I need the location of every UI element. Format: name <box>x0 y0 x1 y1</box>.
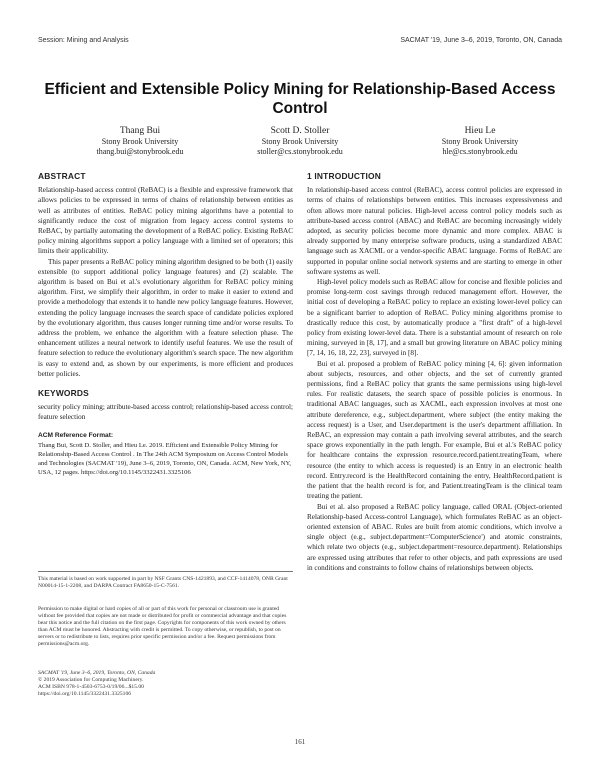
abstract-paragraph-1: Relationship-based access control (ReBAC) is a flexible and expressive framework that allows policies to be expressed in terms of chains of relationship between entities as well as attributes of entities. ReBAC policy mining algorithms have a potential to significantly reduce the cost of migration from legacy access control systems to ReBAC, by partially automating the development of a ReBAC policy. Existing ReBAC policy mining algorithms support a policy language with a limited set of operators; this limits their applicability. <box>38 186 293 256</box>
reference-format-text: Thang Bui, Scott D. Stoller, and Hieu Le. 2019. Efficient and Extensible Policy Mining for Relationship-Based Access Control . In The 24th ACM Symposium on Access Control Models and Technologies (SACMAT '19), June 3–6, 2019, Toronto, ON, Canada. ACM, New York, NY, USA, 12 pages. https://doi.org/10.1145/3322431.3325106 <box>38 441 292 476</box>
paper-title: Efficient and Extensible Policy Mining for Relationship-Based Access Control <box>44 81 556 117</box>
funding-note: This material is based on work supported in part by NSF Grants CNS-1421893, and CCF-1414078, ONR Grant N00014-15-1-2208, and DARPA Contract FA8650-15-C-7561. <box>38 576 288 590</box>
introduction-paragraph-1: In relationship-based access control (ReBAC), access control policies are expressed in terms of chains of relationships between entities. This increases expressiveness and often allows more natural policies. High-level access control policy models such as attribute-based access control (ABAC) and ReBAC are becoming increasingly widely adopted, as security policies become more dynamic and more complex. ABAC is already supported by many enterprise software products, using a standardized ABAC language such as XACML or a vendor-specific ABAC language. Forms of ReBAC are supported in popular online social network systems and are starting to emerge in other software systems as well. <box>307 186 562 276</box>
author-block <box>38 126 562 166</box>
keywords-heading: KEYWORDS <box>38 388 89 399</box>
author-email: hle@cs.stonybrook.edu <box>442 147 518 156</box>
abstract-heading: ABSTRACT <box>38 171 86 181</box>
author-3 <box>390 126 570 158</box>
author-email: thang.bui@stonybrook.edu <box>96 147 184 156</box>
footnote-rule <box>38 571 293 572</box>
author-affiliation: Stony Brook University <box>261 136 339 146</box>
permission-note: Permission to make digital or hard copies of all or part of this work for personal or classroom use is granted without fee provided that copies are not made or distributed for profit or commercial advantage and that copies bear this notice and the full citation on the first page. Copyrights for components of this work owned by others than ACM must be honored. Abstracting with credit is permitted. To copy otherwise, or republish, to post on servers or to redistribute to lists, requires prior specific permission and/or a fee. Request permissions from permissions@acm.org. <box>38 606 287 648</box>
abstract-paragraph-2: This paper presents a ReBAC policy mining algorithm designed to be both (1) easily extensible (to support additional policy language features) and (2) scalable. The algorithm is based on Bui et al.'s evolutionary algorithm for ReBAC policy mining algorithm. First, we simplify their algorithm, in order to make it easier to extend and provide a methodology that extends it to handle new policy language features. However, extending the policy language increases the search space of candidate policies explored by the evolutionary algorithm, thus causes longer running time and/or worse results. To address the problem, we enhance the algorithm with a feature selection phase. The enhancement utilizes a neural network to identify useful features. We use the result of feature selection to reduce the evolutionary algorithm's search space. The new algorithm is easy to extend and, as shown by our experiments, is more efficient and produces better policies. <box>38 257 293 378</box>
left-column <box>38 171 293 477</box>
copyright-block <box>38 670 293 698</box>
copyright-doi: https://doi.org/10.1145/3322431.3325106 <box>38 691 132 698</box>
author-affiliation: Stony Brook University <box>101 136 179 146</box>
author-1 <box>50 126 230 158</box>
introduction-paragraph-4: Bui et al. also proposed a ReBAC policy language, called ORAL (Object-oriented Relationship-based Access-control Language), which formulates ReBAC as an object-oriented extension of ABAC. Rules are built from atomic conditions, which involve a single object (e.g., subject.department='ComputerScience') and atomic constraints, which relate two objects (e.g., subject.department=resource.department). Relationships are expressed using attributes that refer to other objects, and path expressions are used in conditions and constraints to follow chains of relationships between objects. <box>307 502 562 572</box>
author-name: Hieu Le <box>464 126 496 136</box>
author-name: Scott D. Stoller <box>270 126 330 136</box>
keywords-text: security policy mining; attribute-based access control; relationship-based access control; feature selection <box>38 403 293 422</box>
header-session: Session: Mining and Analysis <box>38 37 129 44</box>
reference-format-heading: ACM Reference Format: <box>38 431 114 439</box>
copyright-isbn: ACM ISBN 978-1-4503-6753-0/19/06...$15.00 <box>38 684 144 691</box>
introduction-heading: 1 INTRODUCTION <box>307 171 381 181</box>
running-header <box>38 37 562 47</box>
introduction-paragraph-3: Bui et al. proposed a problem of ReBAC policy mining [4, 6]: given information about subjects, resources, and other objects, and the set of currently granted permissions, find a ReBAC policy that grants the same permissions using high-level rules. For realistic datasets, the search space of possible policies is enormous. In traditional ABAC languages, such as XACML, each expression involves at most one attribute dereference, e.g., subject.department, where subject (the entity making the access request) is a User, and User.department is the user's department affiliation. In ReBAC, an expression may contain a path involving several attributes, and the search space grows exponentially in the path length. For example, Bui et al.'s ReBAC policy for healthcare contains the expression resource.record.patient.treatingTeam, where resource (the entity to which access is requested) is an Entry in an electronic health record. Entry.record is the HealthRecord containing the entry, HealthRecord.patient is the patient that the health record is for, and Patient.treatingTeam is the clinical team treating the patient. <box>307 359 562 501</box>
author-email: stoller@cs.stonybrook.edu <box>257 147 343 156</box>
author-affiliation: Stony Brook University <box>441 136 519 146</box>
author-name: Thang Bui <box>119 126 161 136</box>
right-column <box>307 171 562 573</box>
copyright-conference: SACMAT '19, June 3–6, 2019, Toronto, ON, Canada <box>38 670 156 676</box>
author-2 <box>210 126 390 158</box>
introduction-paragraph-2: High-level policy models such as ReBAC allow for concise and flexible policies and promise long-term cost savings through reduced management effort. However, the initial cost of developing a ReBAC policy to replace an existing lower-level policy can be a significant barrier to adoption of ReBAC. Policy mining algorithms promise to drastically reduce this cost, by automatically produce a "first draft" of a high-level policy from existing lower-level data. There is a substantial amount of research on role mining, surveyed in [8, 17], and a small but growing literature on ABAC policy mining [7, 14, 16, 18, 22, 23], surveyed in [8]. <box>307 278 562 358</box>
copyright-holder: © 2019 Association for Computing Machinery. <box>38 677 144 684</box>
header-conference: SACMAT '19, June 3–6, 2019, Toronto, ON, Canada <box>400 37 562 44</box>
page-number: 161 <box>294 738 306 746</box>
